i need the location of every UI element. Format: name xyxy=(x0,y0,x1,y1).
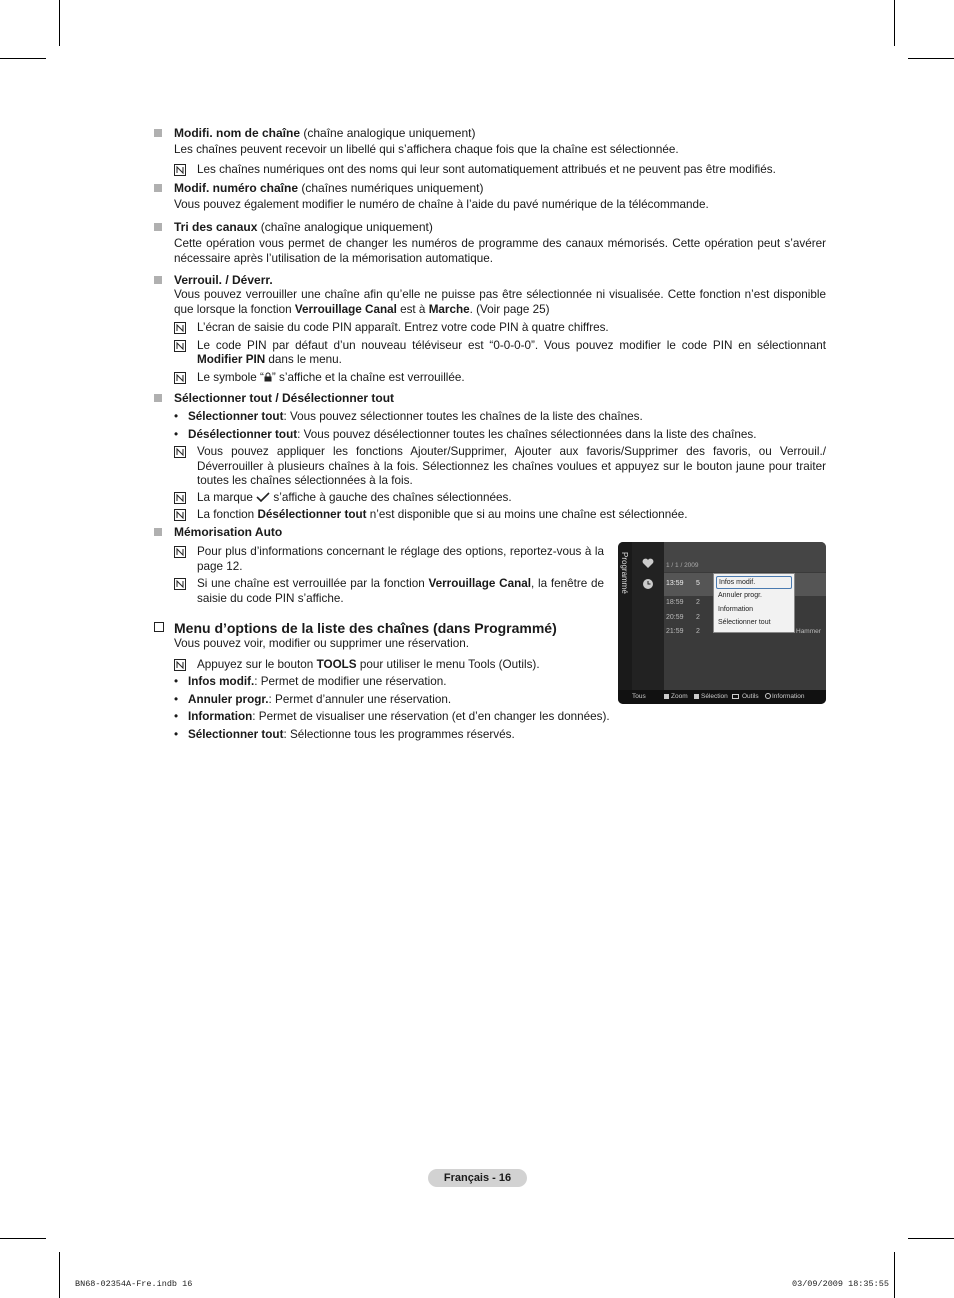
tv-side-label: Programmé xyxy=(620,552,629,594)
crop-mark xyxy=(894,0,895,46)
section-menu-options xyxy=(154,620,624,743)
tv-menu-item[interactable]: Information xyxy=(718,605,754,613)
section-heading: Menu d’options de la liste des chaînes (dans Programmé) xyxy=(174,620,557,636)
lock-icon xyxy=(264,372,272,382)
tv-date: 1 / 1 / 2009 xyxy=(666,562,699,569)
note-icon xyxy=(174,164,186,176)
note: La marque s’affiche à gauche des chaînes sélectionnées. xyxy=(154,491,826,506)
note: La fonction Désélectionner tout n’est disponible que si au moins une chaîne est sélectionnée. xyxy=(154,508,826,523)
list-item: • Information: Permet de visualiser une réservation (et d’en changer les données). xyxy=(174,710,610,724)
note: Appuyez sur le bouton TOOLS pour utiliser le menu Tools (Outils). xyxy=(154,658,624,673)
checkmark-icon xyxy=(256,492,270,502)
page-number-badge: Français - 16 xyxy=(428,1169,527,1187)
note: L’écran de saisie du code PIN apparaît. Entrez votre code PIN à quatre chiffres. xyxy=(154,321,826,336)
section-body: Cette opération vous permet de changer les numéros de programme des canaux mémorisés. Cette opération peut s’avérer nécessaire après l’utilisation de la mémorisation automatique. xyxy=(174,237,826,265)
note: Le code PIN par défaut d’un nouveau téléviseur est “0-0-0-0”. Vous pouvez modifier le code PIN en sélectionnant Modifier PIN dans le menu. xyxy=(154,339,826,368)
note: Vous pouvez appliquer les fonctions Ajouter/Supprimer, Ajouter aux favoris/Supprimer des favoris, ou Verrouil./ Déverrouiller à plusieurs chaînes à la fois. Sélectionnez les chaînes voulues et appuyez sur le bouton jaune pour traiter toutes les chaînes sélectionnées à la fois. xyxy=(154,445,826,489)
note-icon xyxy=(174,340,186,352)
list-item: • Annuler progr.: Permet d’annuler une réservation. xyxy=(174,692,452,706)
tv-menu-item[interactable]: Sélectionner tout xyxy=(718,619,771,626)
section-selectionner-tout: Sélectionner tout / Désélectionner tout • Sélectionner tout: Vous pouvez sélectionner toutes les chaînes de la liste des chaînes. • Désélectionner tout: Vous pouvez désélectionner toutes les chaînes sélectionnées dans la liste des chaînes. Vous pouvez appliquer les fonctions Ajouter/Supprimer, Ajouter aux favoris/Supprimer des favoris, ou Verrouil./ Déverrouiller à plusieurs chaînes à la fois. Sélectionnez les chaînes voulues et appuyez sur le bouton jaune pour traiter toutes les chaînes sélectionnées à la fois. La marque s’affiche à gauche des chaînes sélectionnées. La fonction Désélectionner tout n’est disponible que si au moins une chaîne est sélectionnée. xyxy=(154,391,826,522)
square-bullet-icon xyxy=(154,528,162,536)
tv-menu-item[interactable]: Annuler progr. xyxy=(718,592,762,599)
square-bullet-icon xyxy=(154,276,162,284)
note-icon xyxy=(174,659,186,671)
heart-icon xyxy=(642,558,654,569)
crop-mark xyxy=(0,1238,46,1239)
tv-row: 13:59 5 xyxy=(666,580,700,587)
note: Si une chaîne est verrouillée par la fonction Verrouillage Canal, la fenêtre de saisie du code PIN s’affiche. xyxy=(154,577,604,606)
note-icon xyxy=(174,509,186,521)
square-bullet-icon xyxy=(154,223,162,231)
square-bullet-icon xyxy=(154,129,162,137)
section-modifi-nom: Modifi. nom de chaîne (chaîne analogique uniquement) Les chaînes peuvent recevoir un libellé qui s’affichera chaque fois que la chaîne est sélectionnée. Les chaînes numériques ont des noms qui leur sont automatiquement attribués et ne peuvent pas être modifiés. xyxy=(154,126,826,177)
section-verrouil: Verrouil. / Déverr. Vous pouvez verrouiller une chaîne afin qu’elle ne puisse pas être sélectionnée ni visualisée. Cette fonction n’est disponible que lorsque la fonction Verrouillage Canal est à Marche. (Voir page 25) L’écran de saisie du code PIN apparaît. Entrez votre code PIN à quatre chiffres. Le code PIN par défaut d’un nouveau téléviseur est “0-0-0-0”. Vous pouvez modifier le code PIN en sélectionnant Modifier PIN dans le menu. Le symbole “ ” s’affiche et la chaîne est verrouillée. xyxy=(154,273,826,386)
tv-row: 18:59 2 xyxy=(666,599,700,606)
crop-mark xyxy=(59,0,60,46)
section-memorisation-auto: Mémorisation Auto Pour plus d’informations concernant le réglage des options, reportez-vous à la page 12. Si une chaîne est verrouillée par la fonction Verrouillage Canal, la fenêtre de saisie du code PIN s’affiche. xyxy=(154,525,604,606)
clock-icon xyxy=(642,578,654,590)
tv-row: 20:59 2 xyxy=(666,614,700,621)
section-body: Vous pouvez également modifier le numéro de chaîne à l’aide du pavé numérique de la télécommande. xyxy=(174,198,709,211)
note-icon xyxy=(174,492,186,504)
tv-screen-illustration xyxy=(618,542,826,704)
section-body: Vous pouvez voir, modifier ou supprimer une réservation. xyxy=(174,637,469,650)
note-icon xyxy=(174,322,186,334)
note-icon xyxy=(174,578,186,590)
square-bullet-icon xyxy=(154,184,162,192)
crop-mark xyxy=(894,1252,895,1298)
note-icon xyxy=(174,546,186,558)
note: Les chaînes numériques ont des noms qui leur sont automatiquement attribués et ne peuvent pas être modifiés. xyxy=(154,163,826,178)
list-item: • Sélectionner tout: Vous pouvez sélectionner toutes les chaînes de la liste des chaînes. xyxy=(174,410,643,423)
tv-row: 21:59 2 Hammer xyxy=(666,628,821,635)
imprint-left: BN68-02354A-Fre.indb 16 xyxy=(75,1279,193,1289)
list-item: • Sélectionner tout: Sélectionne tous les programmes réservés. xyxy=(174,727,515,741)
section-body: Les chaînes peuvent recevoir un libellé qui s’affichera chaque fois que la chaîne est sélectionnée. xyxy=(174,143,679,156)
section-body: Vous pouvez verrouiller une chaîne afin qu’elle ne puisse pas être sélectionnée ni visualisée. Cette fonction n’est disponible que lorsque la fonction Verrouillage Canal est à Marche. (Voir page 25) xyxy=(174,288,826,316)
section-modif-numero: Modif. numéro chaîne (chaînes numériques uniquement) Vous pouvez également modifier le numéro de chaîne à l’aide du pavé numérique de la télécommande. xyxy=(154,181,826,213)
note-icon xyxy=(174,446,186,458)
note: Le symbole “ ” s’affiche et la chaîne est verrouillée. xyxy=(154,371,826,386)
tv-tools-menu xyxy=(713,573,795,633)
checkbox-heading-icon xyxy=(154,622,164,632)
crop-mark xyxy=(0,58,46,59)
crop-mark xyxy=(59,1252,60,1298)
note-icon xyxy=(174,372,186,384)
select-key-icon xyxy=(694,694,699,699)
square-bullet-icon xyxy=(154,394,162,402)
tv-menu-item[interactable]: Infos modif. xyxy=(716,576,792,589)
tv-bottom-bar: Tous Zoom Sélection Outils Information xyxy=(618,690,826,704)
list-item: • Désélectionner tout: Vous pouvez désélectionner toutes les chaînes sélectionnées dans la liste des chaînes. xyxy=(174,427,757,441)
crop-mark xyxy=(908,1238,954,1239)
info-key-icon xyxy=(765,693,771,699)
list-item: • Infos modif.: Permet de modifier une réservation. xyxy=(174,675,447,689)
note: Pour plus d’informations concernant le réglage des options, reportez-vous à la page 12. xyxy=(154,545,604,574)
tools-key-icon xyxy=(732,694,739,699)
section-tri-canaux: Tri des canaux (chaîne analogique uniquement) Cette opération vous permet de changer les numéros de programme des canaux mémorisés. Cette opération peut s’avérer nécessaire après l’utilisation de la mémorisation automatique. xyxy=(154,220,826,266)
zoom-key-icon xyxy=(664,694,669,699)
crop-mark xyxy=(908,58,954,59)
imprint-right: 03/09/2009 18:35:55 xyxy=(792,1279,889,1289)
